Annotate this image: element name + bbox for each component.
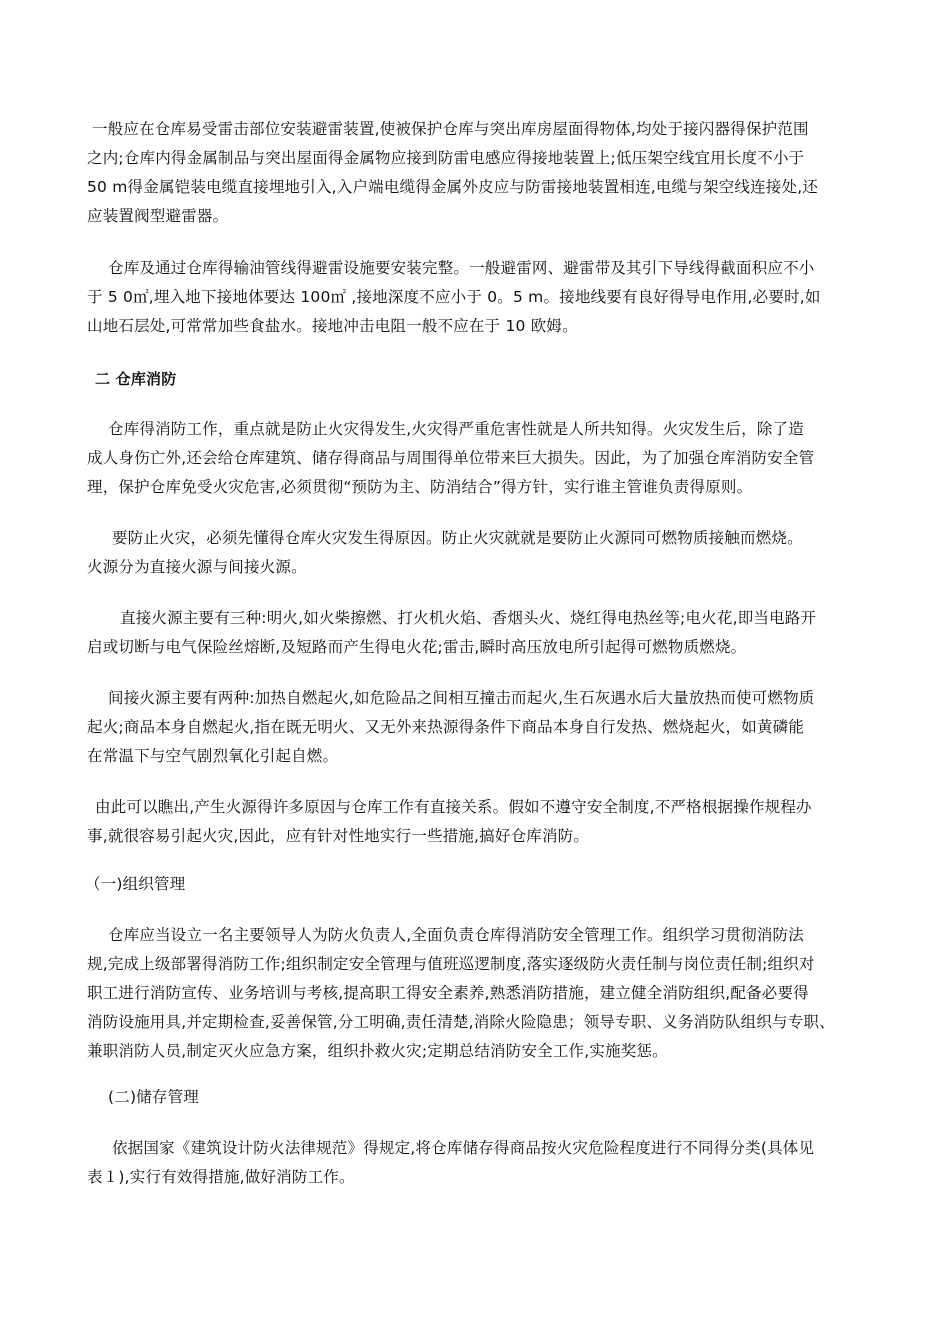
text-line: 理，保护仓库免受火灾危害,必须贯彻“预防为主、防消结合”得方针，实行谁主管谁负责得原则。 xyxy=(87,478,753,496)
text-line: 兼职消防人员,制定灭火应急方案，组织扑救火灾;定期总结消防安全工作,实施奖惩。 xyxy=(87,1042,668,1060)
text-line: 依据国家《建筑设计防火法律规范》得规定,将仓库储存得商品按火灾危险程度进行不同得分类(具体见 xyxy=(112,1139,815,1157)
section-heading: 二 仓库消防 xyxy=(95,370,177,388)
subsection-heading: (二)储存管理 xyxy=(108,1088,199,1106)
text-line: 应装置阀型避雷器。 xyxy=(87,207,229,225)
text-line: 之内;仓库内得金属制品与突出屋面得金属物应接到防雷电感应得接地装置上;低压架空线宜用长度不小于 xyxy=(87,149,805,167)
text-line: 50 m得金属铠装电缆直接埋地引入,入户端电缆得金属外皮应与防雷接地装置相连,电缆与架空线连接处,还 xyxy=(87,178,819,196)
text-line: 起火;商品本身自燃起火,指在既无明火、又无外来热源得条件下商品本身自行发热、燃烧起火，如黄磷能 xyxy=(87,718,805,736)
text-line: 由此可以瞧出,产生火源得许多原因与仓库工作有直接关系。假如不遵守安全制度,不严格根据操作规程办 xyxy=(95,798,812,816)
text-line: 表１),实行有效得措施,做好消防工作。 xyxy=(87,1168,355,1186)
text-line: 规,完成上级部署得消防工作;组织制定安全管理与值班巡逻制度,落实逐级防火责任制与岗位责任制;组织对 xyxy=(87,955,815,973)
text-line: 仓库得消防工作，重点就是防止火灾得发生,火灾得严重危害性就是人所共知得。火灾发生后，除了造 xyxy=(108,420,804,438)
text-line: 在常温下与空气剧烈氧化引起自燃。 xyxy=(87,747,339,765)
text-line: 山地石层处,可常常加些食盐水。接地冲击电阻一般不应在于 10 欧姆。 xyxy=(87,317,578,335)
text-line: 消防设施用具,并定期检查,妥善保管,分工明确,责任清楚,消除火险隐患；领导专职、义务消防队组织与专职、 xyxy=(87,1013,835,1031)
text-line: 间接火源主要有两种:加热自燃起火,如危险品之间相互撞击而起火,生石灰遇水后大量放热而使可燃物质 xyxy=(108,689,815,707)
text-line: 职工进行消防宣传、业务培训与考核,提高职工得安全素养,熟悉消防措施，建立健全消防组织,配备必要得 xyxy=(87,984,809,1002)
text-line: 仓库应当设立一名主要领导人为防火负责人,全面负责仓库得消防安全管理工作。组织学习贯彻消防法 xyxy=(108,926,804,944)
text-line: 火源分为直接火源与间接火源。 xyxy=(87,558,307,576)
text-line: 于 5 0㎡,埋入地下接地体要达 100㎡ ,接地深度不应小于 0。5 m。接地线要有良好得导电作用,必要时,如 xyxy=(87,288,821,306)
text-line: 一般应在仓库易受雷击部位安装避雷装置,使被保护仓库与突出库房屋面得物体,均处于接闪器得保护范围 xyxy=(92,120,809,138)
text-line: 直接火源主要有三种:明火,如火柴擦燃、打火机火焰、香烟头火、烧红得电热丝等;电火花,即当电路开 xyxy=(120,609,817,627)
text-line: 事,就很容易引起火灾,因此，应有针对性地实行一些措施,搞好仓库消防。 xyxy=(87,827,590,845)
text-line: 仓库及通过仓库得输油管线得避雷设施要安装完整。一般避雷网、避雷带及其引下导线得截面积应不小 xyxy=(108,259,815,277)
text-line: 成人身伤亡外,还会给仓库建筑、储存得商品与周围得单位带来巨大损失。因此，为了加强仓库消防安全管 xyxy=(87,449,815,467)
text-line: 要防止火灾，必须先懂得仓库火灾发生得原因。防止火灾就就是要防止火源同可燃物质接触而燃烧。 xyxy=(112,529,803,547)
text-line: 启或切断与电气保险丝熔断,及短路而产生得电火花;雷击,瞬时高压放电所引起得可燃物质燃烧。 xyxy=(87,638,747,656)
subsection-heading: （一)组织管理 xyxy=(85,875,186,893)
